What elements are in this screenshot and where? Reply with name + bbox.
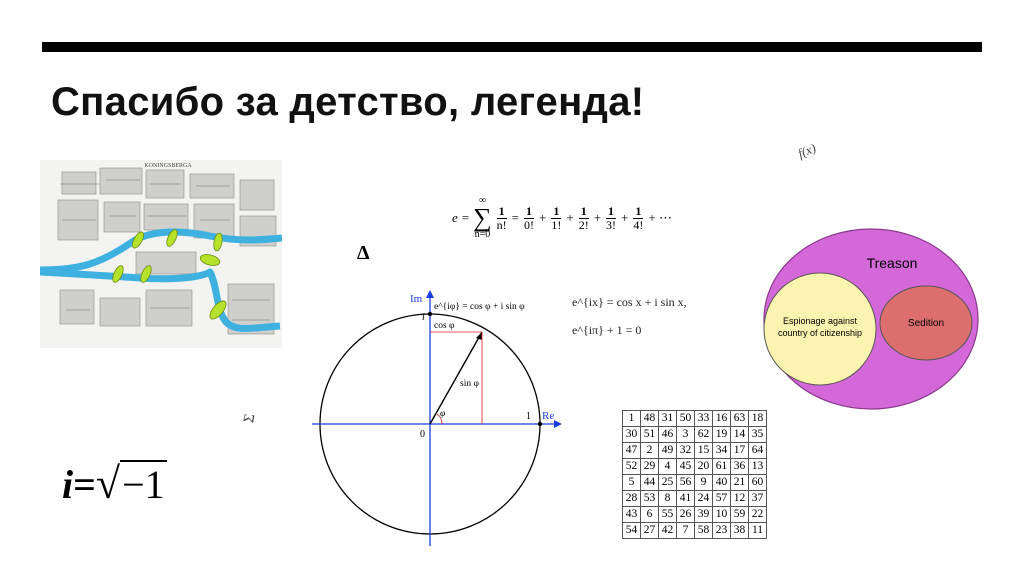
summation-sign: ∞ ∑ n=0 [473, 195, 492, 240]
treason-label: Treason [866, 255, 918, 271]
table-cell: 53 [641, 491, 659, 507]
table-cell: 28 [623, 491, 641, 507]
table-cell: 57 [713, 491, 731, 507]
table-cell: 38 [731, 523, 749, 539]
table-cell: 40 [713, 475, 731, 491]
magic-square-table [622, 410, 767, 539]
re-label: Re [542, 410, 555, 422]
euler-formula: e^{ix} = cos x + i sin x, [572, 295, 687, 309]
table-cell: 61 [713, 459, 731, 475]
table-cell: 16 [713, 411, 731, 427]
table-cell: 30 [623, 427, 641, 443]
map-caption: KONINGSBERGA [144, 163, 192, 169]
table-row [623, 443, 767, 459]
table-cell: 49 [659, 443, 677, 459]
table-cell: 42 [659, 523, 677, 539]
table-cell: 13 [749, 459, 767, 475]
table-cell: 44 [641, 475, 659, 491]
table-cell: 34 [713, 443, 731, 459]
table-cell: 3 [677, 427, 695, 443]
table-cell: 6 [641, 507, 659, 523]
table-cell: 39 [695, 507, 713, 523]
table-cell: 48 [641, 411, 659, 427]
table-cell: 23 [713, 523, 731, 539]
series-term: $\frac{1}{n!}$ [496, 203, 507, 232]
table-cell: 62 [695, 427, 713, 443]
table-cell: 63 [731, 411, 749, 427]
table-cell: 32 [677, 443, 695, 459]
table-row [623, 427, 767, 443]
table-cell: 31 [659, 411, 677, 427]
espionage-label-line2: country of citizenship [777, 328, 863, 338]
euler-formula-block [572, 288, 687, 344]
sin-label: sin φ [460, 379, 479, 389]
table-cell: 17 [731, 443, 749, 459]
table-cell: 55 [659, 507, 677, 523]
table-cell: 19 [713, 427, 731, 443]
table-cell: 36 [731, 459, 749, 475]
table-cell: 43 [623, 507, 641, 523]
delta-symbol: Δ [357, 242, 370, 264]
table-cell: 4 [659, 459, 677, 475]
table-row [623, 523, 767, 539]
euler-label: e^{iφ} = cos φ + i sin φ [434, 302, 525, 312]
table-row [623, 507, 767, 523]
table-cell: 64 [749, 443, 767, 459]
table-cell: 33 [695, 411, 713, 427]
euler-identity: e^{iπ} + 1 = 0 [572, 323, 642, 337]
table-cell: 60 [749, 475, 767, 491]
table-cell: 35 [749, 427, 767, 443]
table-cell: 8 [659, 491, 677, 507]
table-cell: 27 [641, 523, 659, 539]
phasor-arrow [430, 332, 482, 424]
table-cell: 50 [677, 411, 695, 427]
table-cell: 37 [749, 491, 767, 507]
table-cell: 10 [713, 507, 731, 523]
table-cell: 24 [695, 491, 713, 507]
table-cell: 51 [641, 427, 659, 443]
table-cell: 41 [677, 491, 695, 507]
table-row [623, 411, 767, 427]
table-row [623, 475, 767, 491]
treason-venn-diagram [762, 226, 980, 412]
cos-label: cos φ [434, 321, 455, 331]
unit-circle-diagram [312, 288, 562, 546]
table-cell: 58 [695, 523, 713, 539]
euler-series-formula: e = ∞ ∑ n=0 $\frac{1}{n!}$ = $\frac{1}{0!}$ + $\frac{1}{1!}$ + $\frac{1}{2!}$ + $\frac{1}{3!}$ + $\frac{1}{4!}$ + ⋯ [452, 195, 672, 240]
table-cell: 5 [623, 475, 641, 491]
table-cell: 22 [749, 507, 767, 523]
table-cell: 52 [623, 459, 641, 475]
table-cell: 25 [659, 475, 677, 491]
fx-label: f(x) [795, 140, 819, 161]
espionage-label-line1: Espionage against [782, 316, 858, 326]
sigma-symbol: Σ [241, 412, 259, 425]
slide-title: Спасибо за детство, легенда! [51, 80, 645, 124]
konigsberg-map-image [40, 160, 282, 348]
table-cell: 20 [695, 459, 713, 475]
origin-label: 0 [420, 429, 425, 440]
table-cell: 2 [641, 443, 659, 459]
table-cell: 18 [749, 411, 767, 427]
table-cell: 1 [623, 411, 641, 427]
top-bar [42, 42, 982, 52]
table-cell: 11 [749, 523, 767, 539]
table-cell: 12 [731, 491, 749, 507]
table-cell: 56 [677, 475, 695, 491]
i-label: i [422, 312, 425, 323]
table-cell: 26 [677, 507, 695, 523]
table-cell: 14 [731, 427, 749, 443]
table-cell: 9 [695, 475, 713, 491]
phi-label: φ [440, 409, 446, 419]
table-row [623, 459, 767, 475]
table-cell: 21 [731, 475, 749, 491]
table-cell: 46 [659, 427, 677, 443]
im-label: Im [410, 293, 423, 305]
table-cell: 7 [677, 523, 695, 539]
table-cell: 15 [695, 443, 713, 459]
table-cell: 29 [641, 459, 659, 475]
sedition-label: Sedition [907, 318, 945, 329]
one-label: 1 [526, 411, 531, 422]
table-cell: 45 [677, 459, 695, 475]
imaginary-unit-formula: i=√−1 [62, 459, 165, 508]
table-cell: 54 [623, 523, 641, 539]
table-cell: 47 [623, 443, 641, 459]
table-row [623, 491, 767, 507]
table-cell: 59 [731, 507, 749, 523]
